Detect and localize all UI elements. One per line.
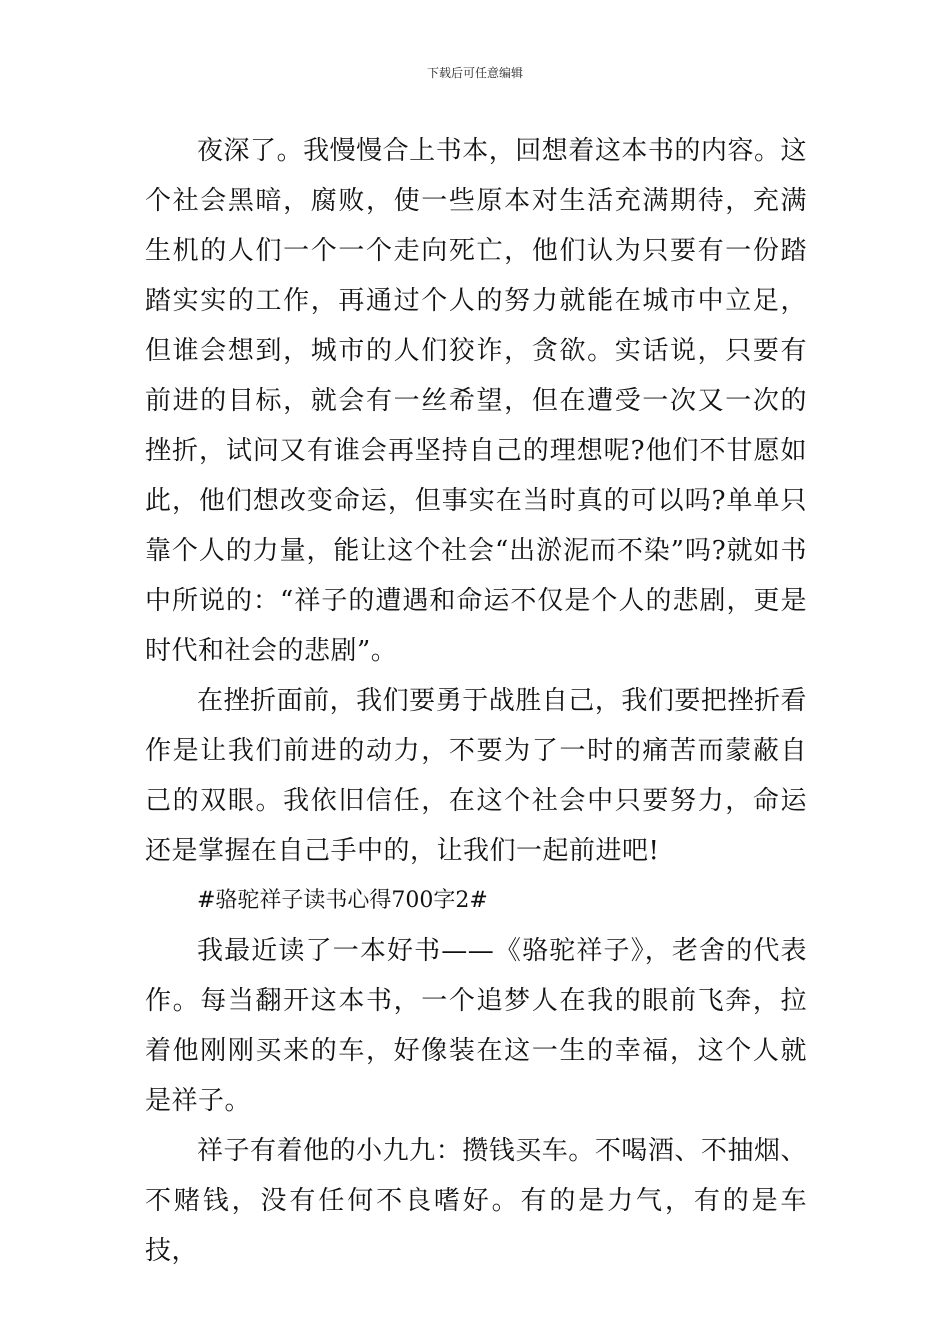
- paragraph: 夜深了。我慢慢合上书本，回想着这本书的内容。这个社会黑暗，腐败，使一些原本对生活充满期待，充满生机的人们一个一个走向死亡，他们认为只要有一份踏踏实实的工作，再通过个人的努力就能在城市中立足，但谁会想到，城市的人们狡诈，贪欲。实话说，只要有前进的目标，就会有一丝希望，但在遭受一次又一次的挫折，试问又有谁会再坚持自己的理想呢?他们不甘愿如此，他们想改变命运，但事实在当时真的可以吗?单单只靠个人的力量，能让这个社会“出淤泥而不染”吗?就如书中所说的：“祥子的遭遇和命运不仅是个人的悲剧，更是时代和社会的悲剧”。: [145, 136, 807, 666]
- page-header: 下载后可任意编辑: [426, 66, 523, 80]
- paragraph: 我最近读了一本好书——《骆驼祥子》，老舍的代表作。每当翻开这本书，一个追梦人在我的眼前飞奔，拉着他刚刚买来的车，好像装在这一生的幸福，这个人就是祥子。: [145, 936, 807, 1116]
- paragraph: 在挫折面前，我们要勇于战胜自己，我们要把挫折看作是让我们前进的动力，不要为了一时的痛苦而蒙蔽自己的双眼。我依旧信任，在这个社会中只要努力，命运还是掌握在自己手中的，让我们一起前进吧!: [145, 686, 807, 866]
- document-body: [145, 126, 807, 1276]
- paragraph: 祥子有着他的小九九：攒钱买车。不喝酒、不抽烟、不赌钱，没有任何不良嗜好。有的是力气，有的是车技，: [145, 1136, 807, 1266]
- section-heading: #骆驼祥子读书心得700字2#: [197, 888, 488, 913]
